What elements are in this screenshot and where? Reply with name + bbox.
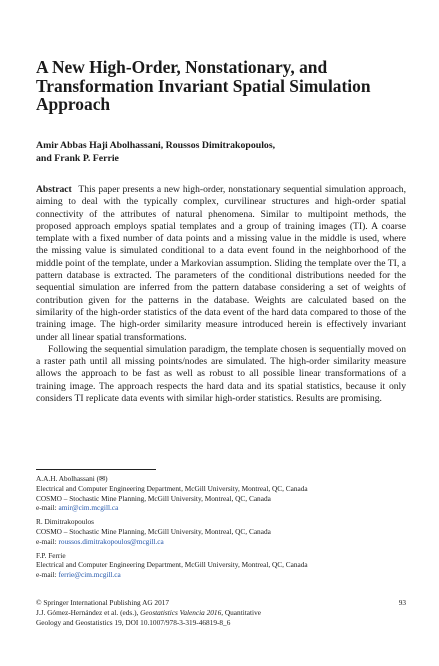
affiliation-name: R. Dimitrakopoulos — [36, 517, 94, 527]
affiliation-line: COSMO – Stochastic Mine Planning, McGill University, Montreal, QC, Canada — [36, 493, 271, 503]
affiliation-name: A.A.H. Abolhassani (✉) — [36, 474, 108, 483]
abstract-paragraph-1 — [36, 184, 406, 344]
abstract-section — [36, 184, 406, 405]
title-line-1: A New High-Order, Nonstationary, and — [36, 57, 328, 77]
affiliation-line: Electrical and Computer Engineering Department, McGill University, Montreal, QC, Canada — [36, 560, 308, 570]
affiliation-abolhassani — [36, 474, 416, 513]
email-label: e-mail: — [36, 570, 59, 580]
affiliation-line: COSMO – Stochastic Mine Planning, McGill University, Montreal, QC, Canada — [36, 526, 271, 536]
affiliation-email — [36, 570, 416, 580]
author-list — [36, 139, 406, 165]
title-line-2: Transformation Invariant Spatial Simulation — [36, 75, 371, 96]
abstract-paragraph-2: Following the sequential simulation paradigm, the template chosen is sequentially moved on a raster path until all missing points/nodes are simulated. The high-order similarity measure allows the approach to be fast as well as robust to all possible linear transformations of a training image. The approach respects the hard data and its spatial statistics, because it only considers TI replicate data events with similar high-order statistics. Results are promising. — [36, 343, 406, 405]
title-line-3: Approach — [36, 94, 111, 115]
citation-prefix: J.J. Gómez-Hernández et al. (eds.), — [36, 607, 141, 617]
publication-info — [36, 598, 406, 627]
affiliation-name: F.P. Ferrie — [36, 550, 66, 560]
affiliation-email — [36, 537, 416, 547]
affiliation-dimitrakopoulos — [36, 517, 416, 546]
abstract-label: Abstract — [36, 184, 72, 195]
email-label: e-mail: — [36, 536, 59, 546]
footnote-divider — [36, 469, 156, 470]
citation-line-1 — [36, 608, 406, 618]
authors-line-2: and Frank P. Ferrie — [36, 153, 119, 165]
citation-line-2: Geology and Geostatistics 19, DOI 10.1007/978-3-319-46819-8_6 — [36, 617, 231, 627]
abstract-text-1: This paper presents a new high-order, nonstationary sequential simulation approach, aiming to deal with the typically complex, curvilinear structures and high-order spatial connectivity of the attributes of natural phenomena. Similar to multipoint methods, the proposed approach employs spatial templates and a group of training images (TI). A coarse template with a fixed number of data points and a missing value in the middle is used, where the missing value is simulated conditional to a data event found in the neighborhood of the middle point of the template, under a Markovian assumption. Sliding the template over the TI, a pattern database is extracted. The parameters of the conditional distributions needed for the sequential simulation are inferred from the pattern database considering a set of weights of contribution given for the patterns in the database. Weights are calculated based on the similarity of the high-order statistics of the data event of the hard data compared to those of the training image. The high-order similarity measure introduced herein is effectively invariant under all linear spatial transformations. — [36, 184, 406, 343]
paper-title — [36, 58, 406, 114]
affiliation-email — [36, 503, 416, 513]
affiliation-ferrie — [36, 551, 416, 580]
email-link[interactable]: amir@cim.mcgill.ca — [58, 503, 119, 513]
copyright-line: © Springer International Publishing AG 2017 — [36, 598, 170, 607]
email-link[interactable]: roussos.dimitrakopoulos@mcgill.ca — [58, 536, 164, 546]
author-affiliations — [36, 474, 416, 584]
page-number: 93 — [398, 598, 406, 607]
email-link[interactable]: ferrie@cim.mcgill.ca — [58, 570, 121, 580]
citation-book-title: Geostatistics Valencia 2016 — [140, 607, 222, 617]
email-label: e-mail: — [36, 503, 59, 513]
authors-line-1: Amir Abbas Haji Abolhassani, Roussos Dimitrakopoulos, — [36, 140, 276, 151]
citation-suffix: , Quantitative — [221, 607, 261, 617]
affiliation-line: Electrical and Computer Engineering Department, McGill University, Montreal, QC, Canada — [36, 483, 308, 493]
